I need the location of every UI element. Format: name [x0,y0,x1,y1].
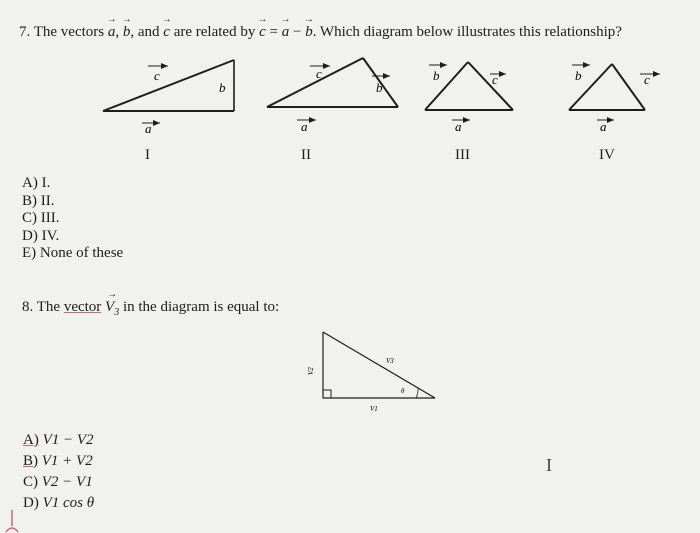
diagram-i-label-b: b [219,80,226,95]
q8-options [23,430,94,514]
diagram-i [103,60,234,136]
q7-option-c[interactable]: C) III. [22,210,60,226]
diagram-label-iv: IV [599,147,615,163]
q7-diagrams [0,0,700,200]
q8-option-a[interactable]: A) V1 − V2 [23,432,94,448]
diagram-i-label-c: c [154,68,160,83]
diagram-iii-label-a: a [455,119,462,134]
q7-option-e[interactable]: E) None of these [22,245,124,261]
vector-b: → b [123,24,131,41]
diagram-ii-vector-c [267,58,363,107]
diagram-iii-label-b: b [433,68,440,83]
diagram-ii [267,58,398,134]
q7-option-a[interactable]: A) I. [22,175,51,191]
q7-option-b[interactable]: B) II. [22,192,55,209]
question-number: 8. [22,299,34,315]
question-8-prompt: 8. The vector → $V_3$ in the diagram is equal to: [22,299,279,318]
diagram-iii-vector-c [468,62,513,110]
diagram-iv-vector-c [612,64,645,110]
diagram-iii-vector-b [425,62,468,110]
diagram-ii-label-a: a [301,119,308,134]
diagram-i-vector-c [103,60,234,111]
diagram-iv [569,64,660,134]
diagram-iv-label-a: a [600,119,607,134]
diagram-iii [425,62,513,134]
question-7-prompt: 7. The vectors → a, → b, and → c are related by → c = → a − → b. Which diagram below illustrates this relationship? [19,24,622,41]
q8-label-theta: θ [401,387,405,395]
question-number: 7. [19,24,31,40]
text-cursor-icon: I [546,455,552,475]
diagram-ii-label-b: b [376,80,383,95]
q8-label-v3: V3 [386,357,394,365]
q7-option-d[interactable]: D) IV. [22,227,60,244]
q8-label-v2: V2 [307,367,315,375]
q8-diagram [290,320,460,430]
right-angle-marker [323,390,331,398]
diagram-label-iii: III [455,147,470,163]
vector-c: → c [163,24,170,41]
q7-options [22,175,123,263]
q8-option-c[interactable]: C) V2 − V1 [23,474,93,490]
diagram-iv-label-b: b [575,68,582,83]
q8-option-d[interactable]: D) V1 cos θ [23,495,95,511]
q8-label-v1: V1 [370,405,378,413]
diagram-iii-label-c: c [492,72,498,87]
diagram-iv-label-c: c [644,72,650,87]
diagram-ii-label-c: c [316,66,322,81]
diagram-label-ii: II [301,147,311,163]
diagram-label-i: I [145,147,150,163]
vector-a: → a [108,24,116,41]
pen-mark [4,508,20,533]
q8-option-b[interactable]: B) V1 + V2 [23,453,93,469]
diagram-i-label-a: a [145,121,152,136]
vector-v3: → $V_3$ [105,299,119,318]
